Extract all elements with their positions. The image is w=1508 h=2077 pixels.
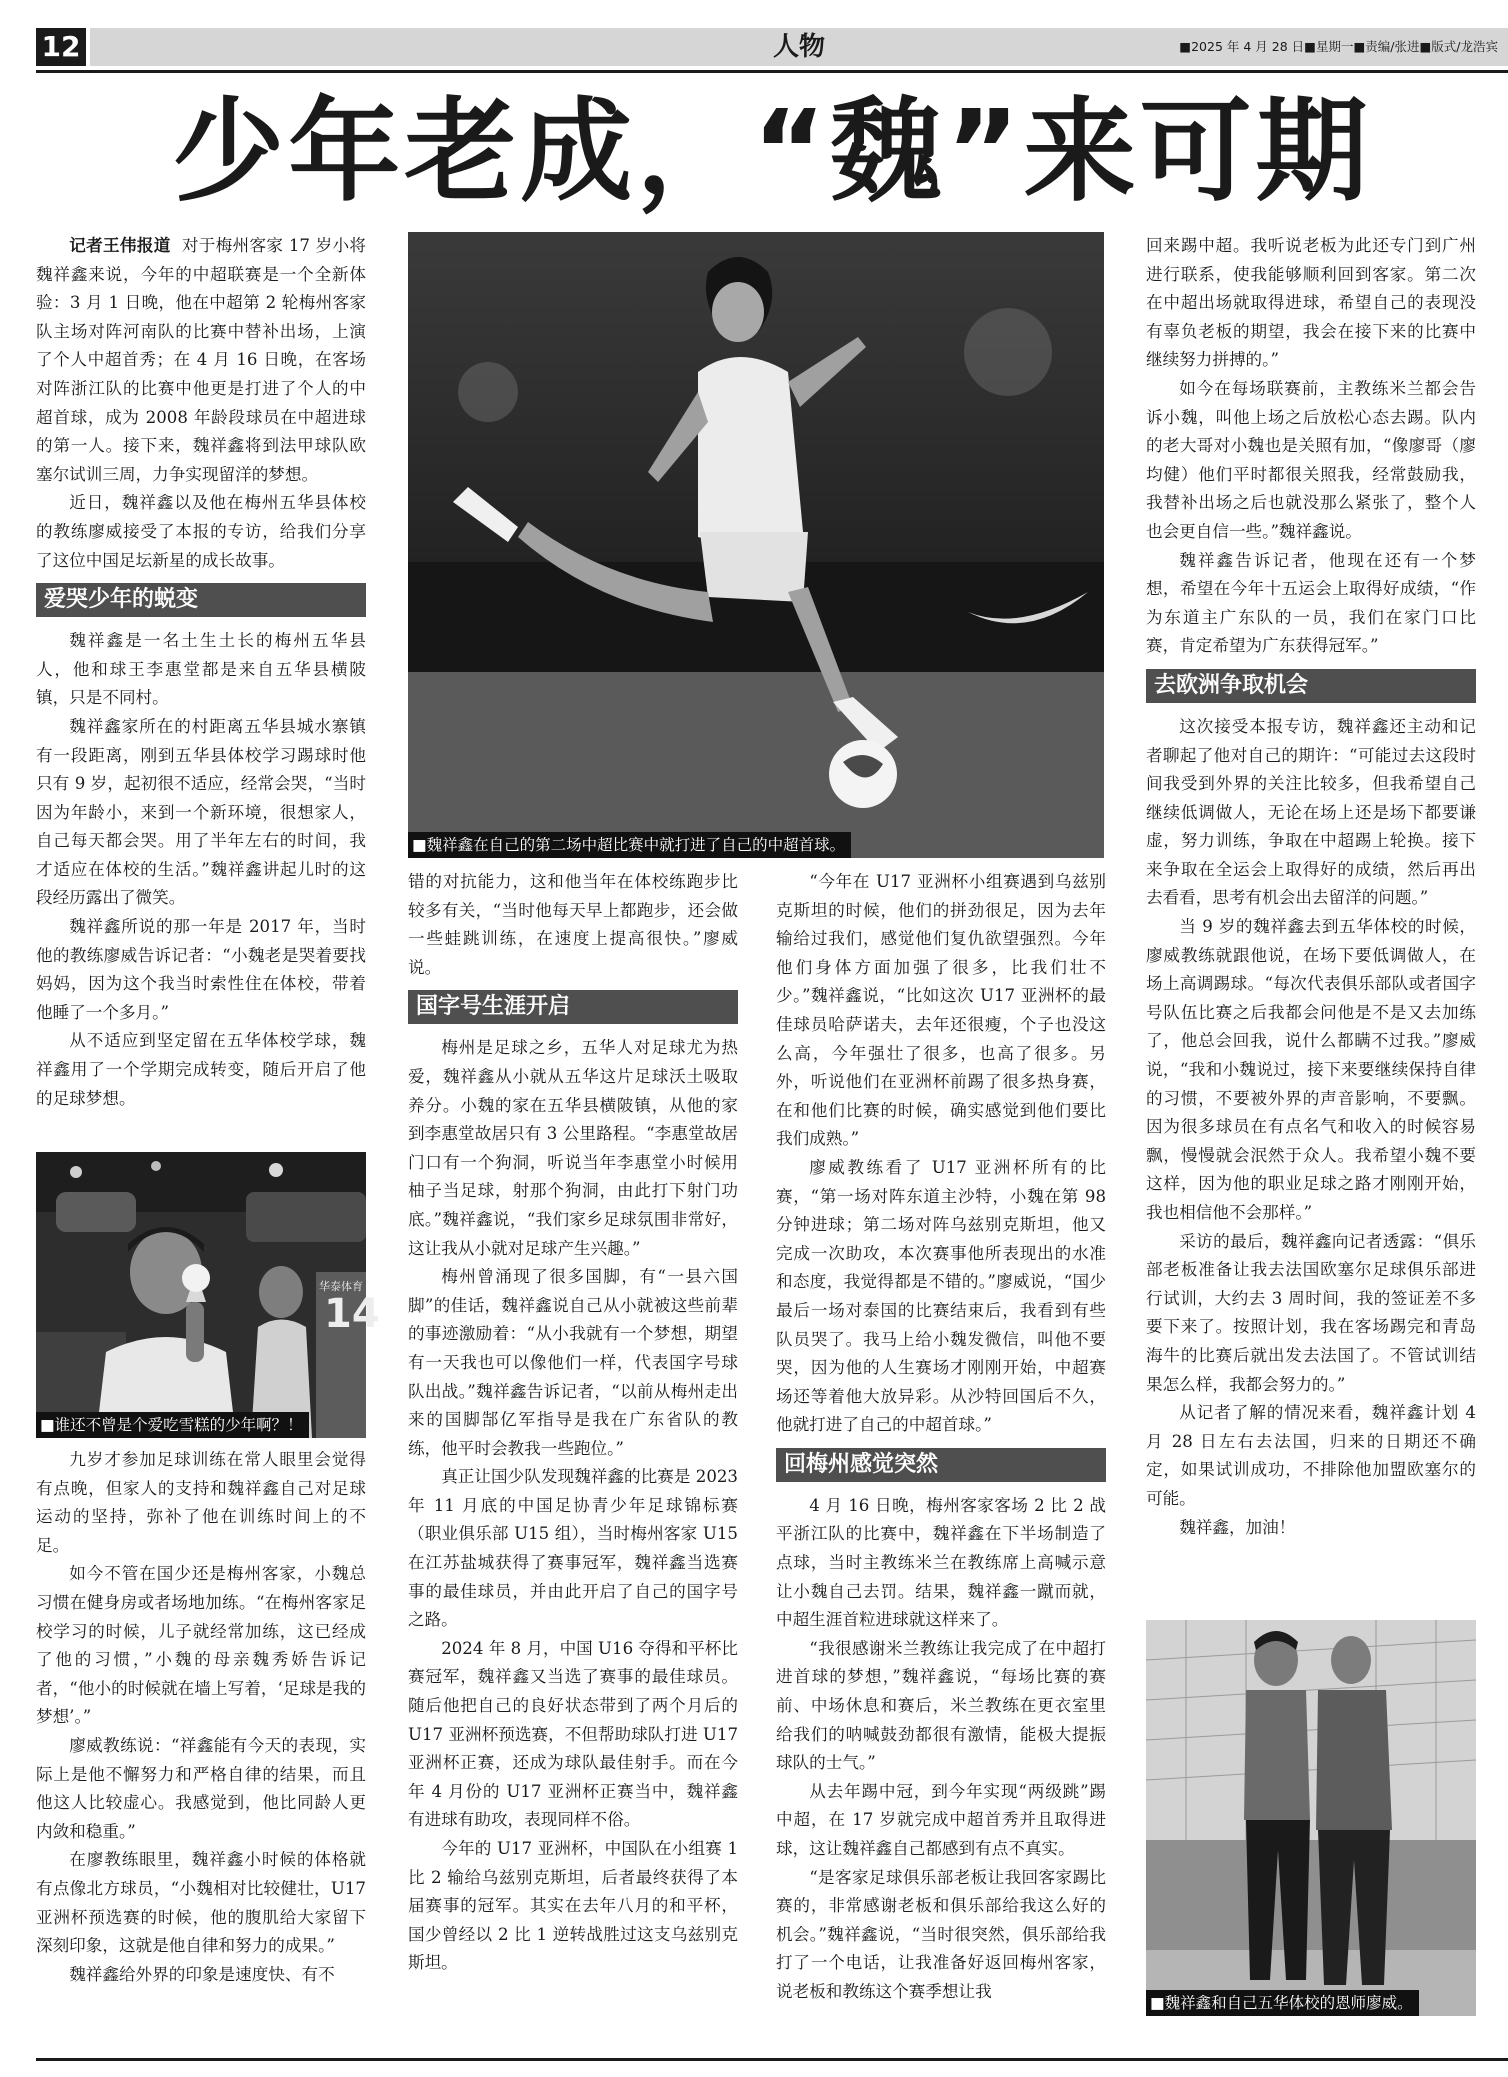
main-photo-caption: ■魏祥鑫在自己的第二场中超比赛中就打进了自己的中超首球。 [408,832,851,858]
coach-photo-image [1146,1620,1476,2016]
byline: 记者王伟报道 [69,236,171,255]
body-paragraph: 今年的 U17 亚洲杯，中国队在小组赛 1 比 2 输给乌兹别克斯坦，后者最终获得了本届赛事的冠军。其实在去年八月的和平杯，国少曾经以 2 比 1 逆转战胜过这支乌兹别克斯坦。 [408,1839,738,1973]
body-paragraph: 魏祥鑫家所在的村距离五华县城水寨镇有一段距离，刚到五华县体校学习踢球时他只有 9 岁，起初很不适应，经常会哭，“当时因为年龄小，来到一个新环境，很想家人，自己每天都会哭。用了半年左右的时间，我才适应在体校的生活。”魏祥鑫讲起儿时的这段经历露出了微笑。 [36,716,366,908]
body-paragraph: 廖威教练看了 U17 亚洲杯所有的比赛，“第一场对阵东道主沙特，小魏在第 98 分钟进球；第二场对阵乌兹别克斯坦，他又完成一次助攻，本次赛事他所表现出的水准和态度，我觉得都是不错的。”廖威说，“国少最后一场对泰国的比赛结束后，我看到有些队员哭了。我马上给小魏发微信，叫他不要哭，因为他的人生赛场才刚刚开始，中超赛场还等着他大放异彩。从沙特回国后不久，他就打进了自己的中超首球。” [776,1157,1106,1435]
body-paragraph: 魏祥鑫是一名土生土长的梅州五华县人，他和球王李惠堂都是来自五华县横陂镇，只是不同村。 [36,631,366,708]
column-3 [776,868,1106,2048]
column-1-top [36,232,366,1142]
body-paragraph: 2024 年 8 月，中国 U16 夺得和平杯比赛冠军，魏祥鑫又当选了赛事的最佳球员。随后他把自己的良好状态带到了两个月后的 U17 亚洲杯预选赛，不但帮助球队打进 U17 亚洲杯正赛，还成为球队最佳射手。而在今年 4 月份的 U17 亚洲杯正赛当中，魏祥鑫有进球有助攻，表现同样不俗。 [408,1638,738,1830]
body-paragraph: 采访的最后，魏祥鑫向记者透露：“俱乐部老板准备让我去法国欧塞尔足球俱乐部进行试训，大约去 3 周时间，我的签证差不多要下来了。按照计划，我在客场踢完和青岛海牛的比赛后就出发去法国了。不管试训结果怎么样，我都会努力的。” [1146,1231,1476,1394]
coach-photo-caption: ■魏祥鑫和自己五华体校的恩师廖威。 [1146,1990,1419,2016]
column-2 [408,868,738,2048]
kid-photo-image [36,1152,380,1438]
intro-paragraph: 近日，魏祥鑫以及他在梅州五华县体校的教练廖威接受了本报的专访，给我们分享了这位中国足坛新星的成长故事。 [36,493,366,570]
subheading-3: 回梅州感觉突然 [776,1448,1106,1482]
body-paragraph: 魏祥鑫所说的那一年是 2017 年，当时他的教练廖威告诉记者：“小魏老是哭着要找妈妈，因为这个我当时索性住在体校，带着他睡了一个多月。” [36,917,366,1022]
jersey-text: 华泰体育 [319,1280,363,1293]
body-paragraph: 错的对抗能力，这和他当年在体校练跑步比较多有关，“当时他每天早上都跑步，还会做一些蛙跳训练，在速度上提高很快。”廖威说。 [408,872,738,977]
body-paragraph: 魏祥鑫，加油！ [1179,1517,1296,1537]
body-paragraph: 在廖教练眼里，魏祥鑫小时候的体格就有点像北方球员，“小魏相对比较健壮，U17 亚洲杯预选赛的时候，他的腹肌给大家留下深刻印象，这就是他自律和努力的成果。” [36,1850,366,1956]
body-paragraph: 真正让国少队发现魏祥鑫的比赛是 2023 年 11 月底的中国足协青少年足球锦标赛（职业俱乐部 U15 组），当时梅州客家 U15 在江苏盐城获得了赛事冠军，魏祥鑫当选赛事的最佳球员，并由此开启了自己的国字号之路。 [408,1467,738,1630]
headline: 少年老成，“魏”来可期 [172,87,1372,217]
header-rule [36,70,1508,73]
main-photo [408,232,1104,858]
subheading-2: 国字号生涯开启 [408,990,738,1024]
subheading-1: 爱哭少年的蜕变 [36,583,366,617]
body-paragraph: 九岁才参加足球训练在常人眼里会觉得有点晚，但家人的支持和魏祥鑫自己对足球运动的坚持，弥补了他在训练时间上的不足。 [36,1450,366,1555]
body-paragraph: 这次接受本报专访，魏祥鑫还主动和记者聊起了他对自己的期许：“可能过去这段时间我受到外界的关注比较多，但我希望自己继续低调做人，无论在场上还是场下都要谦虚，努力训练，争取在中超踢上轮换。接下来争取在全运会上取得好的成绩，然后再出去看看，思考有机会出去留洋的问题。” [1146,716,1476,908]
column-1-bottom [36,1446,366,2046]
body-paragraph: 如今在每场联赛前，主教练米兰都会告诉小魏，叫他上场之后放松心态去踢。队内的老大哥对小魏也是关照有加，“像廖哥（廖均健）他们平时都很关照我，经常鼓励我，我替补出场之后也就没那么紧张了，整个人也会更自信一些。”魏祥鑫说。 [1146,378,1476,541]
body-paragraph: “是客家足球俱乐部老板让我回客家踢比赛的，非常感谢老板和俱乐部给我这么好的机会。”魏祥鑫说，“当时很突然，俱乐部给我打了一个电话，让我准备好返回梅州客家，说老板和教练这个赛季想让我 [776,1867,1106,2001]
section-title: 人物 [772,32,825,62]
coach-photo [1146,1620,1476,2016]
kid-photo-caption: ■谁还不曾是个爱吃雪糕的少年啊？！ [36,1412,309,1438]
body-paragraph: 从记者了解的情况来看，魏祥鑫计划 4 月 28 日左右去法国，归来的日期还不确定，如果试训成功，不排除他加盟欧塞尔的可能。 [1146,1403,1476,1508]
body-paragraph: 4 月 16 日晚，梅州客家客场 2 比 2 战平浙江队的比赛中，魏祥鑫在下半场制造了点球，当时主教练米兰在教练席上高喊示意让小魏自己去罚。结果，魏祥鑫一蹴而就，中超生涯首粒进球就这样来了。 [776,1495,1106,1630]
body-paragraph: 当 9 岁的魏祥鑫去到五华体校的时候，廖威教练就跟他说，在场下要低调做人，在场上高调踢球。“每次代表俱乐部队或者国字号队伍比赛之后我都会问他是不是又去加练了，他总会回我，说什么都瞒不过我。”廖威说，“我和小魏说过，接下来要继续保持自律的习惯，不要被外界的声音影响，不要飘。因为很多球员在有点名气和收入的时候容易飘，慢慢就会泯然于众人。我希望小魏不要这样，因为他的职业足球之路才刚刚开始，我也相信他不会那样。” [1146,917,1476,1222]
intro-paragraph: 记者王伟报道 对于梅州客家 17 岁小将魏祥鑫来说，今年的中超联赛是一个全新体验：3 月 1 日晚，他在中超第 2 轮梅州客家队主场对阵河南队的比赛中替补出场，上演了个人中超首秀；在 4 月 16 日晚，在客场对阵浙江队的比赛中他更是打进了个人的中超首球，成为 2008 年龄段球员在中超进球的第一人。接下来，魏祥鑫将到法甲球队欧塞尔试训三周，力争实现留洋的梦想。 [36,236,366,484]
body-paragraph: 廖威教练说：“祥鑫能有今天的表现，实际上是他不懈努力和严格自律的结果，而且他这人比较虚心。我感觉到，他比同龄人更内敛和稳重。” [36,1735,366,1841]
footer-rule [36,2058,1508,2061]
body-paragraph: 魏祥鑫告诉记者，他现在还有一个梦想，希望在今年十五运会上取得好成绩，“作为东道主广东队的一员，我们在家门口比赛，肯定希望为广东获得冠军。” [1146,550,1476,656]
column-4 [1146,232,1476,1612]
body-paragraph: 如今不管在国少还是梅州客家，小魏总习惯在健身房或者场地加练。“在梅州客家足校学习的时候，儿子就经常加练，这已经成了他的习惯，”小魏的母亲魏秀娇告诉记者，“他小的时候就在墙上写着，‘足球是我的梦想’。” [36,1564,366,1727]
dateline: ■2025 年 4 月 28 日■星期一■责编/张进■版式/龙浩宾 [1179,39,1498,54]
body-paragraph: 梅州曾涌现了很多国脚，有“一县六国脚”的佳话，魏祥鑫说自己从小就被这些前辈的事迹激励着：“从小我就有一个梦想，期望有一天我也可以像他们一样，代表国字号球队出战。”魏祥鑫告诉记者，“以前从梅州走出来的国脚郜亿军指导是我在广东省队的教练，他平时会教我一些跑位。” [408,1267,738,1458]
body-paragraph: 回来踢中超。我听说老板为此还专门到广州进行联系，使我能够顺利回到客家。第二次在中超出场就取得进球，希望自己的表现没有辜负老板的期望，我会在接下来的比赛中继续努力拼搏的。” [1146,236,1476,370]
subheading-4: 去欧洲争取机会 [1146,669,1476,703]
body-paragraph: “我很感谢米兰教练让我完成了在中超打进首球的梦想，”魏祥鑫说，“每场比赛的赛前、中场休息和赛后，米兰教练在更衣室里给我们的呐喊鼓劲都很有激情，能极大提振球队的士气。” [776,1638,1106,1773]
kid-photo [36,1152,380,1438]
body-paragraph: 从去年踢中冠，到今年实现“两级跳”踢中超，在 17 岁就完成中超首秀并且取得进球，这让魏祥鑫自己都感到有点不真实。 [776,1781,1106,1858]
main-photo-image [408,232,1104,858]
jersey-number: 14 [324,1291,380,1337]
body-paragraph: 魏祥鑫给外界的印象是速度快、有不 [69,1964,335,1984]
body-paragraph: 梅州是足球之乡，五华人对足球尤为热爱，魏祥鑫从小就从五华这片足球沃土吸取养分。小魏的家在五华县横陂镇，从他的家到李惠堂故居只有 3 公里路程。“李惠堂故居门口有一个狗洞，听说当年李惠堂小时候用柚子当足球，射那个狗洞，由此打下射门功底。”魏祥鑫说，“我们家乡足球氛围非常好，这让我从小就对足球产生兴趣。” [408,1038,738,1258]
page-number: 12 [36,28,86,66]
body-paragraph: “今年在 U17 亚洲杯小组赛遇到乌兹别克斯坦的时候，他们的拼劲很足，因为去年输给过我们，感觉他们复仇欲望强烈。今年他们身体方面加强了很多，比我们壮不少。”魏祥鑫说，“比如这次 U17 亚洲杯的最佳球员哈萨诺夫，去年还很瘦，个子也没这么高，今年强壮了很多，也高了很多。另外，听说他们在亚洲杯前踢了很多热身赛，在和他们比赛的时候，确实感觉到他们要比我们成熟。” [776,872,1106,1149]
body-paragraph: 从不适应到坚定留在五华体校学球，魏祥鑫用了一个学期完成转变，随后开启了他的足球梦想。 [36,1031,366,1108]
